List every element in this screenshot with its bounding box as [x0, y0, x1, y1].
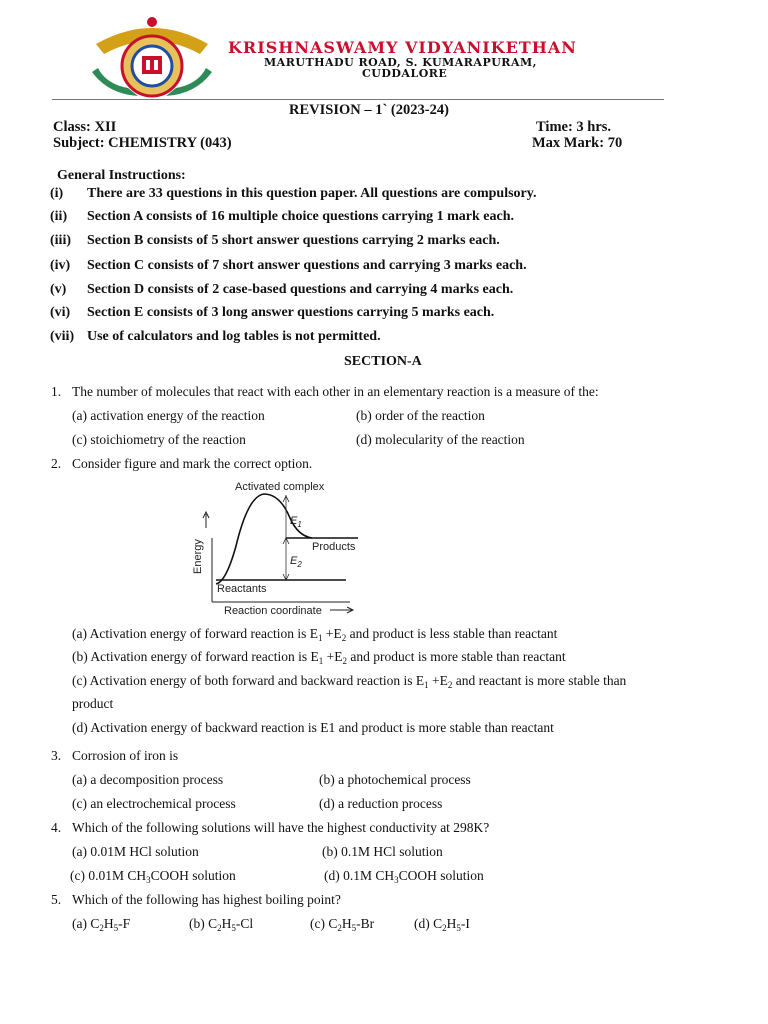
option-a: (a) 0.01M HCl solution	[72, 844, 199, 859]
question-text: Consider figure and mark the correct option.	[72, 456, 313, 471]
option-b: (b) $C_2H_5-Cl$	[189, 916, 254, 933]
instruction-number: (iii)	[50, 233, 71, 248]
question-number: 5.	[51, 892, 62, 907]
option-b: (b) 0.1M HCl solution	[322, 844, 443, 859]
instruction-number: (iv)	[50, 258, 71, 273]
option-a: (a) Activation energy of forward reaction is $E_1 +E_2$ and product is less stable than reactant	[72, 626, 558, 643]
header-divider	[52, 99, 664, 100]
figure-xlabel: Reaction coordinate	[224, 605, 322, 617]
option-c: (c) an electrochemical process	[72, 796, 236, 811]
question-text: Which of the following has highest boiling point?	[72, 892, 341, 907]
question-text: Corrosion of iron is	[72, 748, 179, 763]
option-a: (a) $C_2H_5-F$	[72, 916, 131, 933]
instruction-number: (v)	[50, 282, 67, 297]
school-address-line1: MARUTHADU ROAD, S. KUMARAPURAM,	[264, 56, 537, 69]
instruction-number: (i)	[50, 186, 64, 201]
option-c: (c) stoichiometry of the reaction	[72, 432, 246, 447]
instruction-text: Section E consists of 3 long answer questions carrying 5 marks each.	[87, 305, 495, 320]
option-b: (b) Activation energy of forward reaction is $E_1 +E_2$ and product is more stable than reactant	[72, 649, 566, 666]
figure-label-products: Products	[312, 541, 356, 553]
instruction-text: There are 33 questions in this question paper. All questions are compulsory.	[87, 186, 537, 201]
figure-label-e2: $E_2$	[290, 555, 302, 569]
instruction-text: Use of calculators and log tables is not permitted.	[87, 329, 381, 344]
option-b: (b) a photochemical process	[319, 772, 471, 787]
question-text: Which of the following solutions will have the highest conductivity at 298K?	[72, 820, 490, 835]
option-b: (b) order of the reaction	[356, 408, 485, 423]
figure-energy-curve	[216, 494, 312, 584]
option-c: (c) $C_2H_5-Br$	[310, 916, 375, 933]
instruction-text: Section C consists of 7 short answer questions and carrying 3 marks each.	[87, 258, 527, 273]
option-d: (d) Activation energy of backward reaction is E1 and product is more stable than reactant	[72, 720, 554, 735]
exam-max-mark: Max Mark: 70	[532, 135, 623, 151]
instruction-number: (vi)	[50, 305, 71, 320]
option-d: (d) $C_2H_5-I$	[414, 916, 470, 933]
option-a: (a) a decomposition process	[72, 772, 224, 787]
instruction-text: Section B consists of 5 short answer questions carrying 2 marks each.	[87, 233, 500, 248]
question-number: 4.	[51, 820, 62, 835]
exam-time: Time: 3 hrs.	[536, 119, 612, 135]
option-a: (a) activation energy of the reaction	[72, 408, 265, 423]
question-number: 3.	[51, 748, 62, 763]
section-title: SECTION-A	[344, 354, 422, 369]
school-name: KRISHNASWAMY VIDYANIKETHAN	[228, 38, 577, 57]
option-c: (c) 0.01M $CH_3COOH$ solution	[70, 868, 236, 885]
figure-label-reactants: Reactants	[217, 583, 267, 595]
exam-class: Class: XII	[53, 119, 117, 135]
instruction-number: (vii)	[50, 329, 75, 344]
school-address-line2: CUDDALORE	[362, 67, 448, 80]
option-c: (c) Activation energy of both forward and backward reaction is $E_1 +E_2$ and reactant is more stable than	[72, 673, 627, 690]
option-d: (d) molecularity of the reaction	[356, 432, 525, 447]
figure-ylabel: Energy	[192, 539, 204, 574]
instruction-text: Section A consists of 16 multiple choice questions carrying 1 mark each.	[87, 209, 514, 224]
option-d: (d) a reduction process	[319, 796, 443, 811]
question-text: The number of molecules that react with each other in an elementary reaction is a measure of the:	[72, 384, 599, 399]
instruction-text: Section D consists of 2 case-based questions and carrying 4 marks each.	[87, 282, 514, 297]
energy-profile-figure	[186, 476, 366, 618]
figure-label-activated-complex: Activated complex	[235, 481, 325, 493]
option-d: (d) 0.1M $CH_3COOH$ solution	[324, 868, 484, 885]
question-number: 1.	[51, 384, 62, 399]
school-logo	[88, 14, 216, 100]
exam-subject: Subject: CHEMISTRY (043)	[53, 135, 232, 151]
option-c-continued: product	[72, 696, 114, 711]
exam-title: REVISION – 1` (2023-24)	[289, 102, 449, 118]
question-number: 2.	[51, 456, 62, 471]
instructions-heading: General Instructions:	[57, 168, 186, 183]
figure-label-e1: $E_1$	[290, 515, 302, 529]
instruction-number: (ii)	[50, 209, 68, 224]
